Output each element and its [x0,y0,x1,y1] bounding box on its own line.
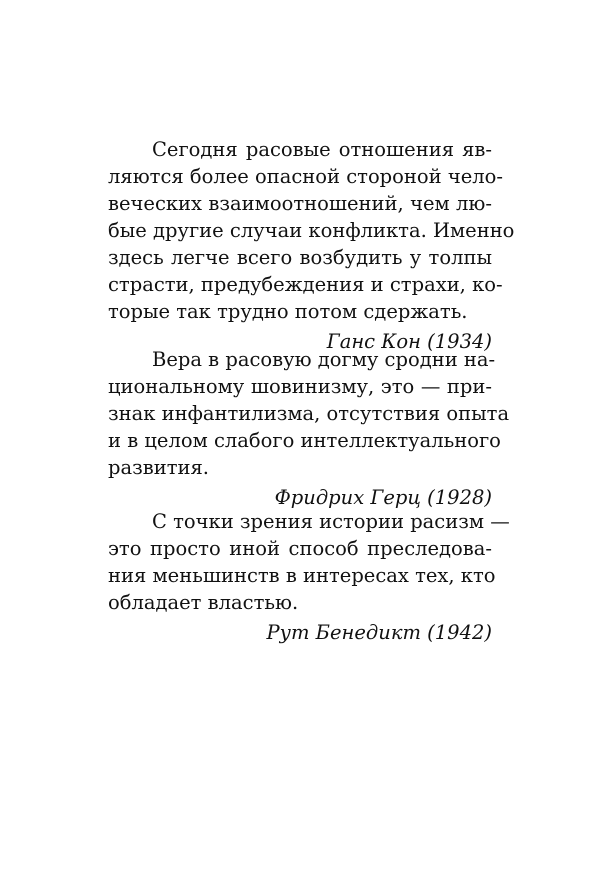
quote-line: знак инфантилизма, отсутствия опыта [108,402,510,425]
quote-line: развития. [108,456,210,479]
quote-line: С точки зрения истории расизм — [152,510,510,533]
quote-line: Сегодня расовые отношения яв- [152,138,492,161]
quote-line: Вера в расовую догму сродни на- [152,348,496,371]
quote-author: Фридрих Герц (1928) [274,486,492,509]
quote-line: ляются более опасной стороной чело- [108,165,503,188]
quote-line: ния меньшинств в интересах тех, кто [108,564,496,587]
quote-author: Рут Бенедикт (1942) [266,621,492,644]
quote-line: здесь легче всего возбудить у толпы [108,246,492,269]
quote-line: и в целом слабого интеллектуального [108,429,501,452]
quote-line: это просто иной способ преследова- [108,537,492,560]
quote-line: бые другие случаи конфликта. Именно [108,219,515,242]
quote-line: обладает властью. [108,591,299,614]
quote-author: Ганс Кон (1934) [326,330,492,353]
epigraph-quote-1 [108,136,515,355]
epigraph-quote-3 [108,508,510,646]
quote-line: циональному шовинизму, это — при- [108,375,492,398]
quote-line: торые так трудно потом сдержать. [108,300,468,323]
quote-line: веческих взаимоотношений, чем лю- [108,192,492,215]
epigraph-quote-2 [108,346,510,511]
quote-line: страсти, предубеждения и страхи, ко- [108,273,503,296]
